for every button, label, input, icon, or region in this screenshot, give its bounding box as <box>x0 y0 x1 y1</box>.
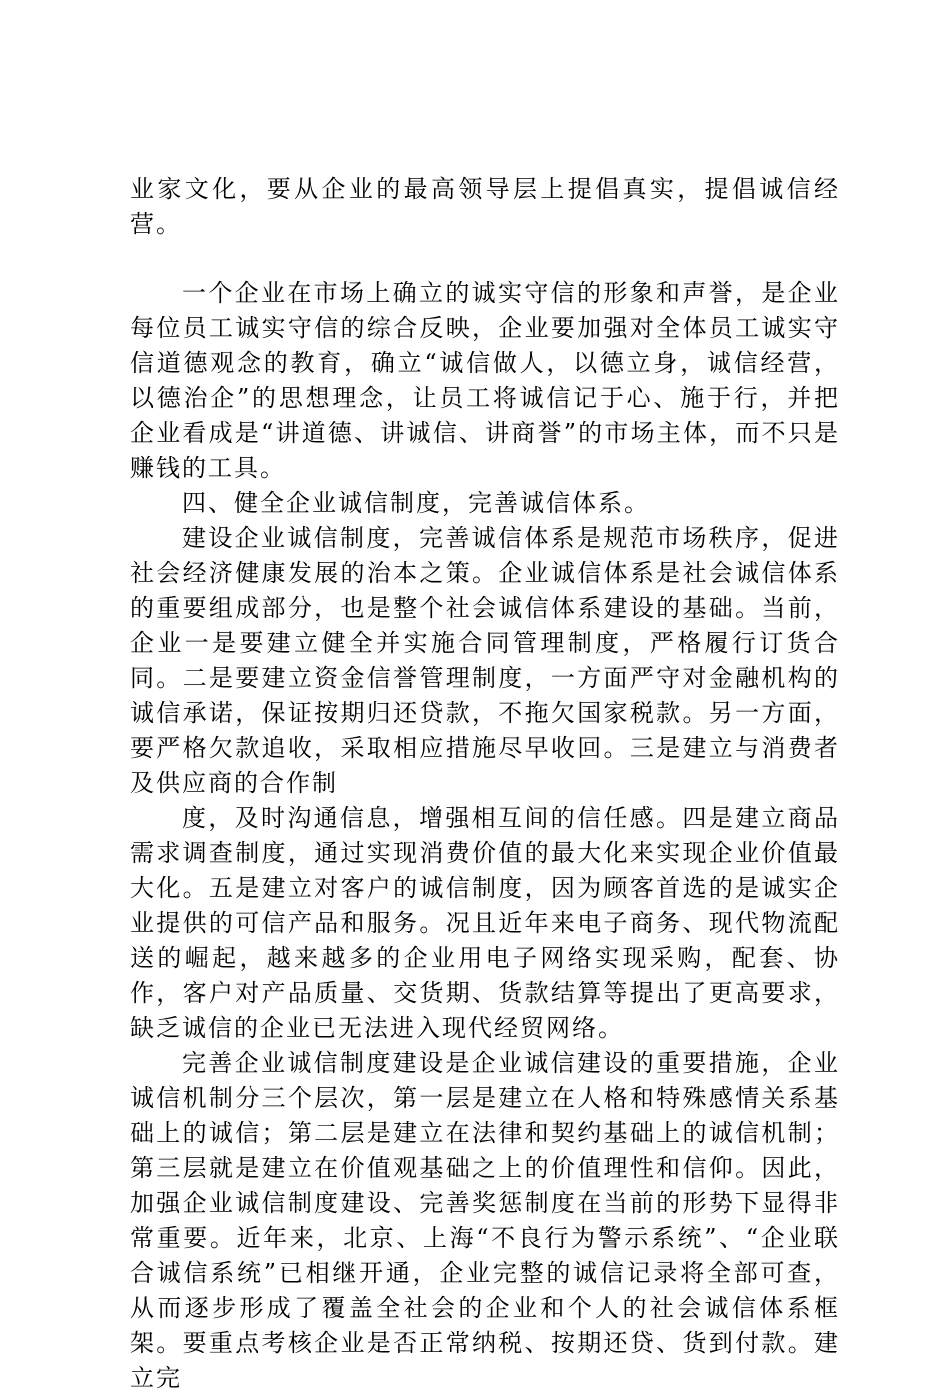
paragraph-integrity-mechanism: 完善企业诚信制度建设是企业诚信建设的重要措施，企业诚信机制分三个层次，第一层是建立在人格和特殊感情关系基础上的诚信；第二层是建立在法律和契约基础上的诚信机制；第三层就是建立在价值观基础之上的价值理性和信仰。因此，加强企业诚信制度建设、完善奖惩制度在当前的形势下显得非常重要。近年来，北京、上海“不良行为警示系统”、“企业联合诚信系统”已相继开通，企业完整的诚信记录将全部可查，从而逐步形成了覆盖全社会的企业和个人的社会诚信体系框架。要重点考核企业是否正常纳税、按期还贷、货到付款。建立完 <box>130 1049 840 1392</box>
paragraph-integrity-system: 建设企业诚信制度，完善诚信体系是规范市场秩序，促进社会经济健康发展的治本之策。企业诚信体系是社会诚信体系的重要组成部分，也是整个社会诚信体系建设的基础。当前，企业一是要建立健全并实施合同管理制度，严格履行订货合同。二是要建立资金信誉管理制度，一方面严守对金融机构的诚信承诺，保证按期归还贷款，不拖欠国家税款。另一方面，要严格欠款追收，采取相应措施尽早收回。三是建立与消费者及供应商的合作制 <box>130 524 840 797</box>
paragraph-cooperation-system: 度，及时沟通信息，增强相互间的信任感。四是建立商品需求调查制度，通过实现消费价值的最大化来实现企业价值最大化。五是建立对客户的诚信制度，因为顾客首选的是诚实企业提供的可信产品和服务。况且近年来电子商务、现代物流配送的崛起，越来越多的企业用电子网络实现采购，配套、协作，客户对产品质量、交货期、货款结算等提出了更高要求，缺乏诚信的企业已无法进入现代经贸网络。 <box>130 804 840 1042</box>
section-heading: 四、健全企业诚信制度，完善诚信体系。 <box>182 489 650 517</box>
paragraph-continuation: 业家文化，要从企业的最高领导层上提倡真实，提倡诚信经营。 <box>130 175 840 238</box>
body-text <box>130 172 840 1396</box>
paragraph-gap <box>130 242 840 276</box>
paragraph-employee-integrity: 一个企业在市场上确立的诚实守信的形象和声誉，是企业每位员工诚实守信的综合反映，企业要加强对全体员工诚实守信道德观念的教育，确立“诚信做人，以德立身，诚信经营，以德治企”的思想理念，让员工将诚信记于心、施于行，并把企业看成是“讲道德、讲诚信、讲商誉”的市场主体，而不只是赚钱的工具。 <box>130 279 840 482</box>
